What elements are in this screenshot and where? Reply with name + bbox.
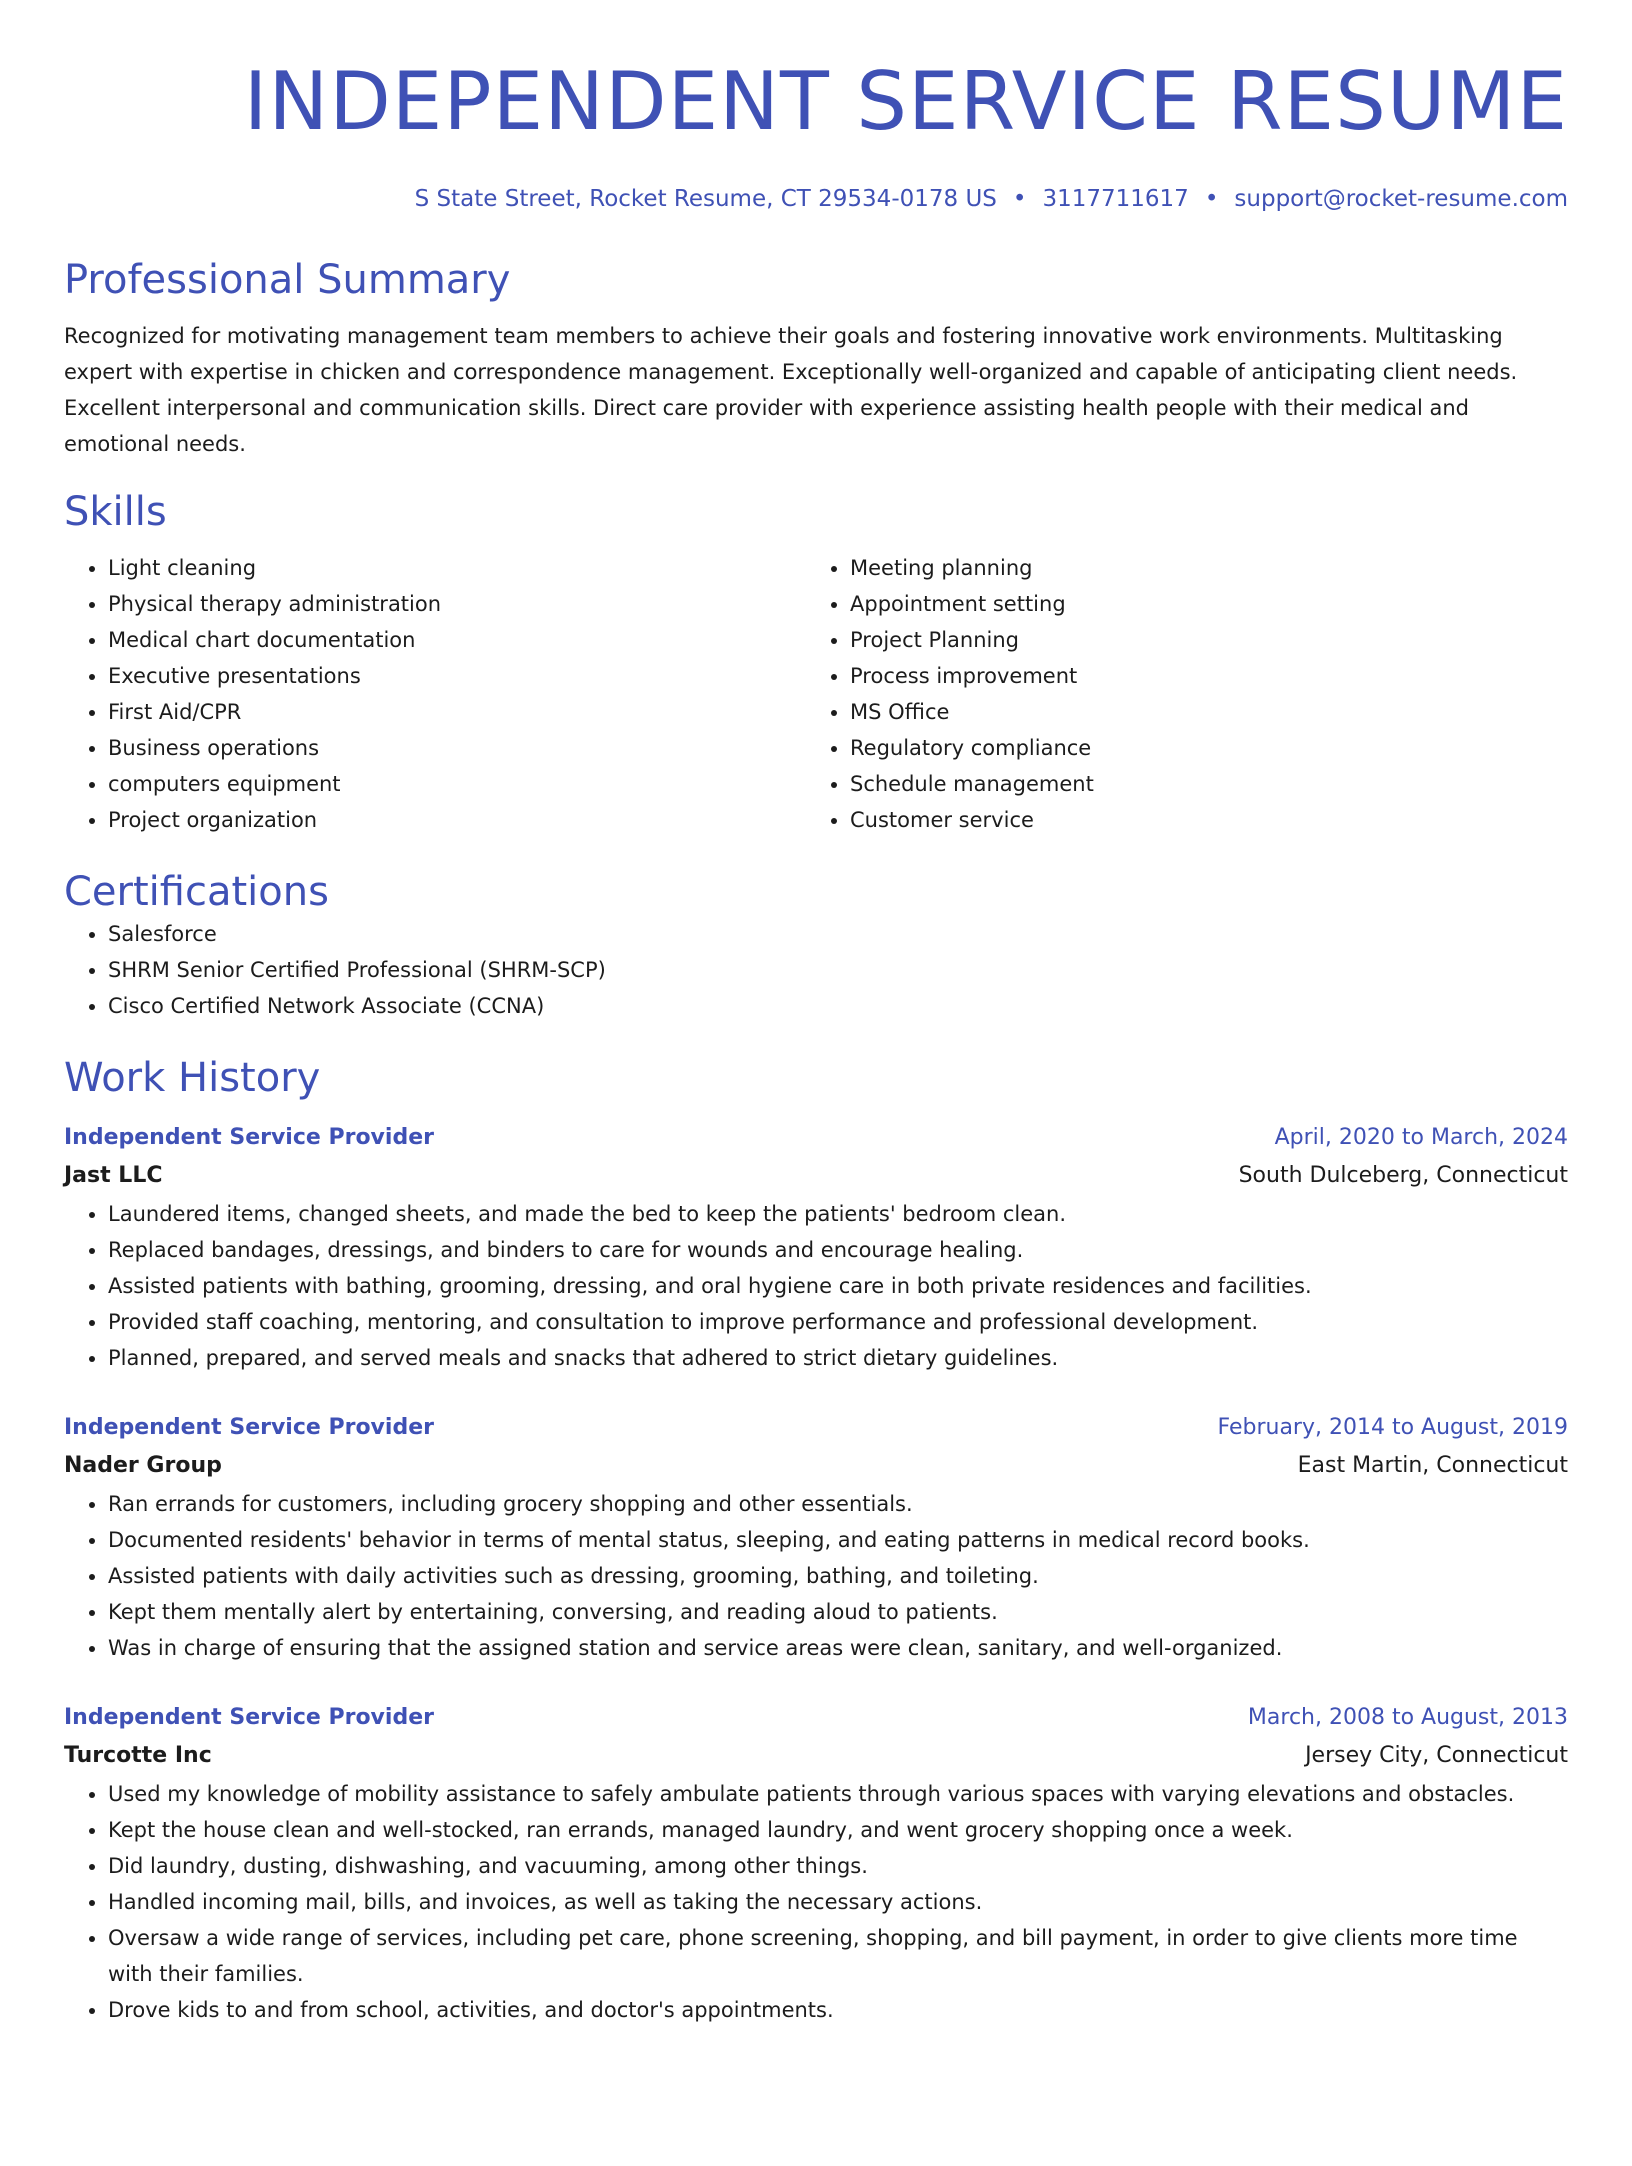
list-item: • Provided staff coaching, mentoring, and consultation to improve performance and professional development. [108,1304,1568,1340]
list-item: • Executive presentations [108,658,806,694]
job-title: Independent Service Provider [64,1415,434,1440]
work-history-list [64,1120,1568,2028]
list-item: • Schedule management [850,766,1548,802]
job-entry [64,1120,1568,1376]
job-entry [64,1410,1568,1666]
list-item: • Business operations [108,730,806,766]
skills-grid [64,550,1568,838]
list-item: • Kept the house clean and well-stocked, ran errands, managed laundry, and went grocery shopping once a week. [108,1812,1568,1848]
list-item: • Cisco Certified Network Associate (CCNA) [108,988,1568,1024]
list-item: • Drove kids to and from school, activities, and doctor's appointments. [108,1992,1568,2028]
job-company-row [64,1156,1568,1196]
list-item: • MS Office [850,694,1548,730]
job-dates: April, 2020 to March, 2024 [1274,1125,1568,1150]
job-bullets [64,1196,1568,1376]
skills-column-left [64,550,806,838]
list-item: • Process improvement [850,658,1548,694]
list-item: • Customer service [850,802,1548,838]
list-item: • Oversaw a wide range of services, including pet care, phone screening, shopping, and bill payment, in order to give clients more time with their families. [108,1920,1568,1992]
list-item: • Handled incoming mail, bills, and invoices, as well as taking the necessary actions. [108,1884,1568,1920]
list-item: • Kept them mentally alert by entertaining, conversing, and reading aloud to patients. [108,1594,1568,1630]
job-title: Independent Service Provider [64,1125,434,1150]
contact-separator: • [1012,186,1027,212]
contact-phone: 3117711617 [1042,186,1189,212]
job-location: Jersey City, Connecticut [1305,1743,1568,1768]
job-title-row [64,1410,1568,1446]
job-company-row [64,1736,1568,1776]
list-item: • Laundered items, changed sheets, and made the bed to keep the patients' bedroom clean. [108,1196,1568,1232]
job-bullets [64,1776,1568,2028]
certifications-list [64,916,1568,1024]
list-item: • Assisted patients with bathing, grooming, dressing, and oral hygiene care in both private residences and facilities. [108,1268,1568,1304]
skills-list-right [806,550,1548,838]
list-item: • Project Planning [850,622,1548,658]
contact-separator: • [1204,186,1219,212]
list-item: • Light cleaning [108,550,806,586]
job-title-row [64,1700,1568,1736]
resume-page [0,54,1632,2166]
job-dates: February, 2014 to August, 2019 [1217,1415,1568,1440]
job-title: Independent Service Provider [64,1705,434,1730]
summary-heading: Professional Summary [64,257,511,303]
list-item: • Meeting planning [850,550,1548,586]
job-company: Nader Group [64,1453,222,1478]
job-dates: March, 2008 to August, 2013 [1247,1705,1568,1730]
list-item: • Replaced bandages, dressings, and binders to care for wounds and encourage healing. [108,1232,1568,1268]
list-item: • Physical therapy administration [108,586,806,622]
list-item: • Documented residents' behavior in terms of mental status, sleeping, and eating patterns in medical record books. [108,1522,1568,1558]
list-item: • Medical chart documentation [108,622,806,658]
contact-address: S State Street, Rocket Resume, CT 29534-0178 US [414,186,997,212]
list-item: • First Aid/CPR [108,694,806,730]
list-item: • Regulatory compliance [850,730,1548,766]
list-item: • Was in charge of ensuring that the assigned station and service areas were clean, sanitary, and well-organized. [108,1630,1568,1666]
job-location: East Martin, Connecticut [1297,1453,1568,1478]
list-item: • Appointment setting [850,586,1548,622]
resume-title: INDEPENDENT SERVICE RESUME [243,55,1568,148]
job-entry [64,1700,1568,2028]
summary-text: Recognized for motivating management team members to achieve their goals and fostering innovative work environments. Multitasking expert with expertise in chicken and correspondence management. Exceptionally well-organized and capable of anticipating client needs. Excellent interpersonal and communication skills. Direct care provider with experience assisting health people with their medical and emotional needs. [64,324,1518,456]
skills-heading: Skills [64,489,167,535]
skills-list-left [64,550,806,838]
list-item: • SHRM Senior Certified Professional (SHRM-SCP) [108,952,1568,988]
job-company: Jast LLC [64,1163,163,1188]
list-item: • Salesforce [108,916,1568,952]
certifications-heading: Certifications [64,869,329,915]
list-item: • Assisted patients with daily activities such as dressing, grooming, bathing, and toileting. [108,1558,1568,1594]
contact-line [64,184,1568,214]
job-title-row [64,1120,1568,1156]
list-item: • Did laundry, dusting, dishwashing, and vacuuming, among other things. [108,1848,1568,1884]
skills-column-right [806,550,1548,838]
job-company-row [64,1446,1568,1486]
job-company: Turcotte Inc [64,1743,212,1768]
list-item: • Planned, prepared, and served meals and snacks that adhered to strict dietary guidelines. [108,1340,1568,1376]
list-item: • Ran errands for customers, including grocery shopping and other essentials. [108,1486,1568,1522]
list-item: • computers equipment [108,766,806,802]
job-location: South Dulceberg, Connecticut [1238,1163,1568,1188]
list-item: • Used my knowledge of mobility assistance to safely ambulate patients through various spaces with varying elevations and obstacles. [108,1776,1568,1812]
list-item: • Project organization [108,802,806,838]
contact-email: support@rocket-resume.com [1234,186,1568,212]
job-bullets [64,1486,1568,1666]
work-history-heading: Work History [64,1055,321,1101]
